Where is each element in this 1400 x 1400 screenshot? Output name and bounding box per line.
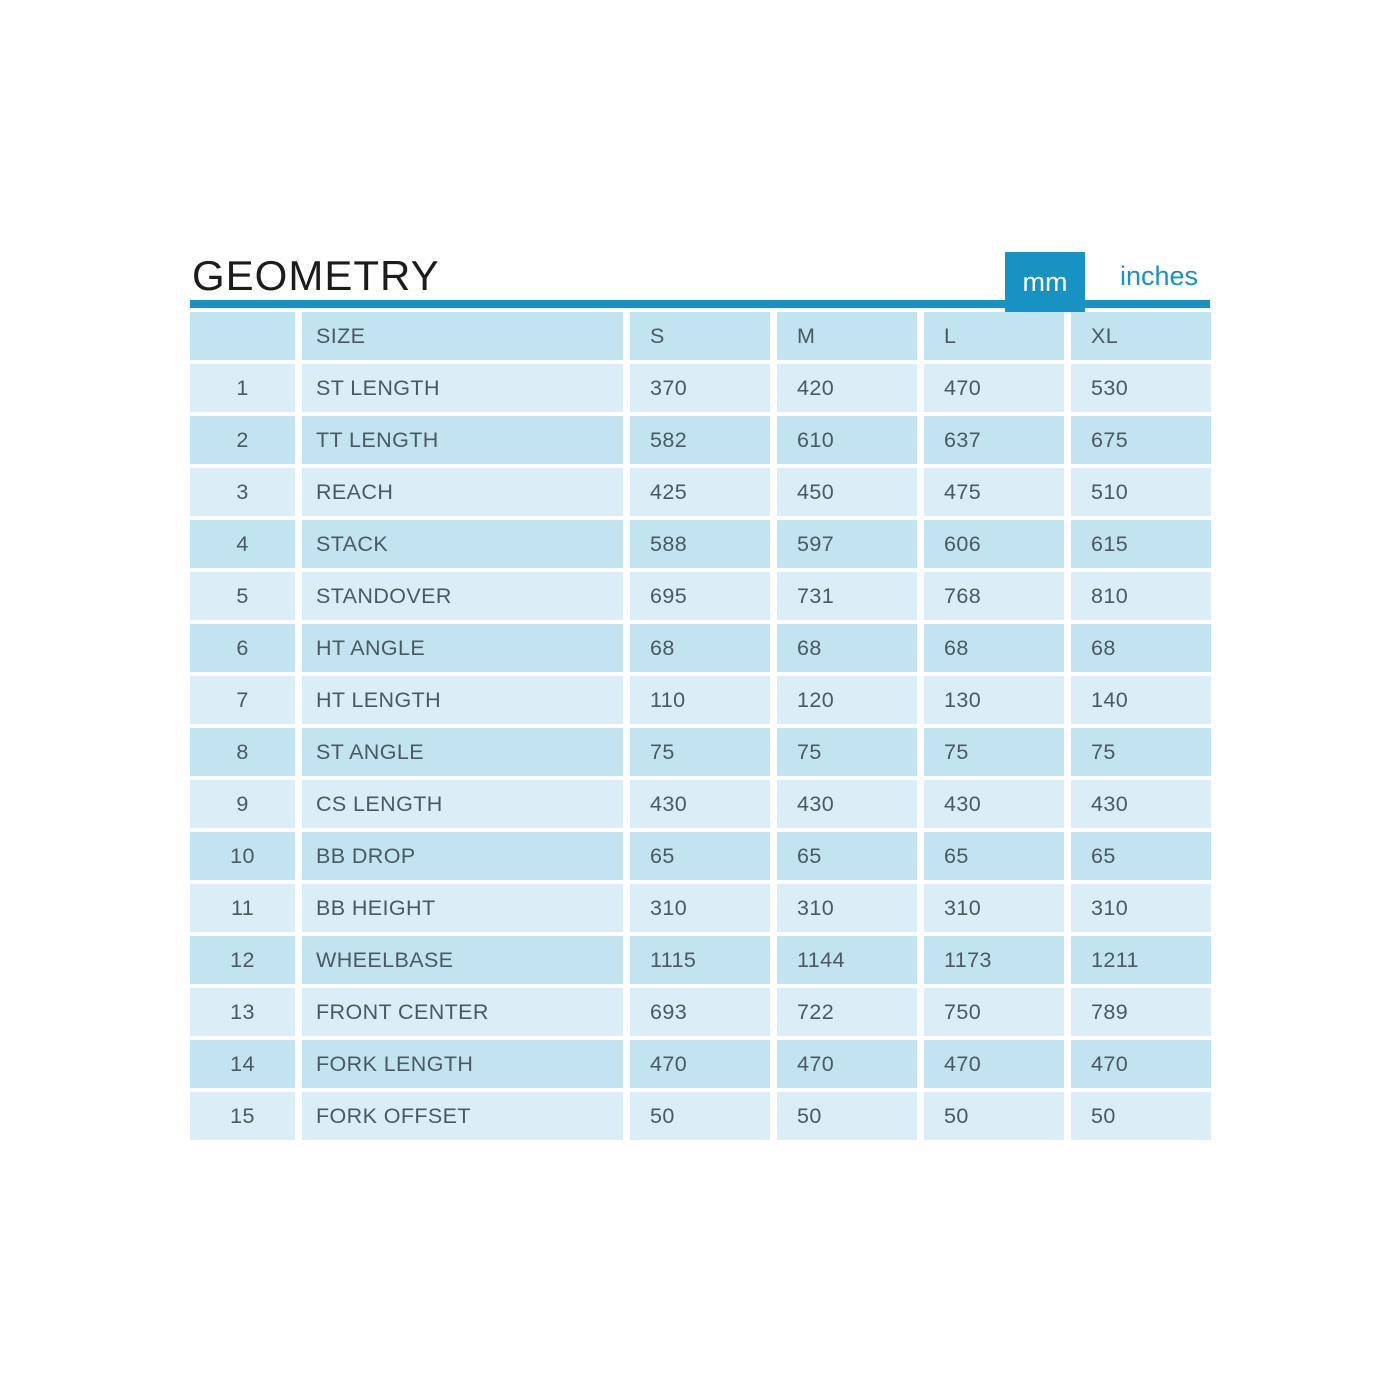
value-xl: 75 (1071, 728, 1211, 776)
value-xl: 65 (1071, 832, 1211, 880)
row-number: 15 (190, 1092, 295, 1140)
column-header-l: L (924, 312, 1064, 360)
value-s: 430 (630, 780, 770, 828)
value-xl: 470 (1071, 1040, 1211, 1088)
value-l: 75 (924, 728, 1064, 776)
value-l: 310 (924, 884, 1064, 932)
value-xl: 50 (1071, 1092, 1211, 1140)
value-l: 470 (924, 1040, 1064, 1088)
row-label: ST LENGTH (302, 364, 623, 412)
row-label: FORK OFFSET (302, 1092, 623, 1140)
section-header (190, 246, 1210, 308)
value-l: 68 (924, 624, 1064, 672)
value-s: 695 (630, 572, 770, 620)
row-number: 10 (190, 832, 295, 880)
value-xl: 789 (1071, 988, 1211, 1036)
value-xl: 810 (1071, 572, 1211, 620)
value-l: 50 (924, 1092, 1064, 1140)
tab-inches[interactable]: inches (1119, 261, 1198, 291)
geometry-section (190, 246, 1210, 1140)
row-label: STACK (302, 520, 623, 568)
value-m: 450 (777, 468, 917, 516)
value-m: 75 (777, 728, 917, 776)
value-s: 68 (630, 624, 770, 672)
value-s: 588 (630, 520, 770, 568)
value-xl: 430 (1071, 780, 1211, 828)
column-header-s: S (630, 312, 770, 360)
value-m: 50 (777, 1092, 917, 1140)
value-s: 310 (630, 884, 770, 932)
value-m: 310 (777, 884, 917, 932)
value-m: 731 (777, 572, 917, 620)
value-m: 65 (777, 832, 917, 880)
row-label: STANDOVER (302, 572, 623, 620)
value-s: 425 (630, 468, 770, 516)
value-xl: 510 (1071, 468, 1211, 516)
value-l: 637 (924, 416, 1064, 464)
row-label: WHEELBASE (302, 936, 623, 984)
value-m: 68 (777, 624, 917, 672)
row-label: ST ANGLE (302, 728, 623, 776)
row-label: CS LENGTH (302, 780, 623, 828)
value-xl: 310 (1071, 884, 1211, 932)
tab-mm[interactable]: mm (1005, 252, 1085, 312)
value-m: 430 (777, 780, 917, 828)
value-l: 768 (924, 572, 1064, 620)
header-rule (190, 300, 1210, 308)
value-s: 75 (630, 728, 770, 776)
value-s: 582 (630, 416, 770, 464)
row-label: REACH (302, 468, 623, 516)
row-number: 13 (190, 988, 295, 1036)
value-xl: 675 (1071, 416, 1211, 464)
row-number: 9 (190, 780, 295, 828)
value-xl: 68 (1071, 624, 1211, 672)
column-header-m: M (777, 312, 917, 360)
value-s: 370 (630, 364, 770, 412)
value-s: 693 (630, 988, 770, 1036)
value-m: 420 (777, 364, 917, 412)
value-s: 65 (630, 832, 770, 880)
value-l: 430 (924, 780, 1064, 828)
row-label: BB DROP (302, 832, 623, 880)
row-number: 4 (190, 520, 295, 568)
row-number: 14 (190, 1040, 295, 1088)
value-m: 610 (777, 416, 917, 464)
column-header-xl: XL (1071, 312, 1211, 360)
row-label: BB HEIGHT (302, 884, 623, 932)
row-number: 2 (190, 416, 295, 464)
value-m: 722 (777, 988, 917, 1036)
column-header-size: SIZE (302, 312, 623, 360)
row-label: FORK LENGTH (302, 1040, 623, 1088)
row-number: 7 (190, 676, 295, 724)
value-l: 470 (924, 364, 1064, 412)
value-m: 597 (777, 520, 917, 568)
value-s: 1115 (630, 936, 770, 984)
value-xl: 615 (1071, 520, 1211, 568)
row-number: 8 (190, 728, 295, 776)
value-xl: 140 (1071, 676, 1211, 724)
value-l: 1173 (924, 936, 1064, 984)
value-s: 470 (630, 1040, 770, 1088)
row-number: 6 (190, 624, 295, 672)
row-label: FRONT CENTER (302, 988, 623, 1036)
column-header-index (190, 312, 295, 360)
value-xl: 1211 (1071, 936, 1211, 984)
row-number: 5 (190, 572, 295, 620)
row-number: 3 (190, 468, 295, 516)
row-label: HT LENGTH (302, 676, 623, 724)
value-xl: 530 (1071, 364, 1211, 412)
value-m: 1144 (777, 936, 917, 984)
row-label: TT LENGTH (302, 416, 623, 464)
row-number: 12 (190, 936, 295, 984)
value-l: 750 (924, 988, 1064, 1036)
row-label: HT ANGLE (302, 624, 623, 672)
value-l: 606 (924, 520, 1064, 568)
value-l: 475 (924, 468, 1064, 516)
row-number: 11 (190, 884, 295, 932)
geometry-table (190, 312, 1210, 1140)
value-m: 470 (777, 1040, 917, 1088)
value-s: 50 (630, 1092, 770, 1140)
value-l: 65 (924, 832, 1064, 880)
value-l: 130 (924, 676, 1064, 724)
page-title: GEOMETRY (192, 252, 440, 299)
value-s: 110 (630, 676, 770, 724)
value-m: 120 (777, 676, 917, 724)
row-number: 1 (190, 364, 295, 412)
